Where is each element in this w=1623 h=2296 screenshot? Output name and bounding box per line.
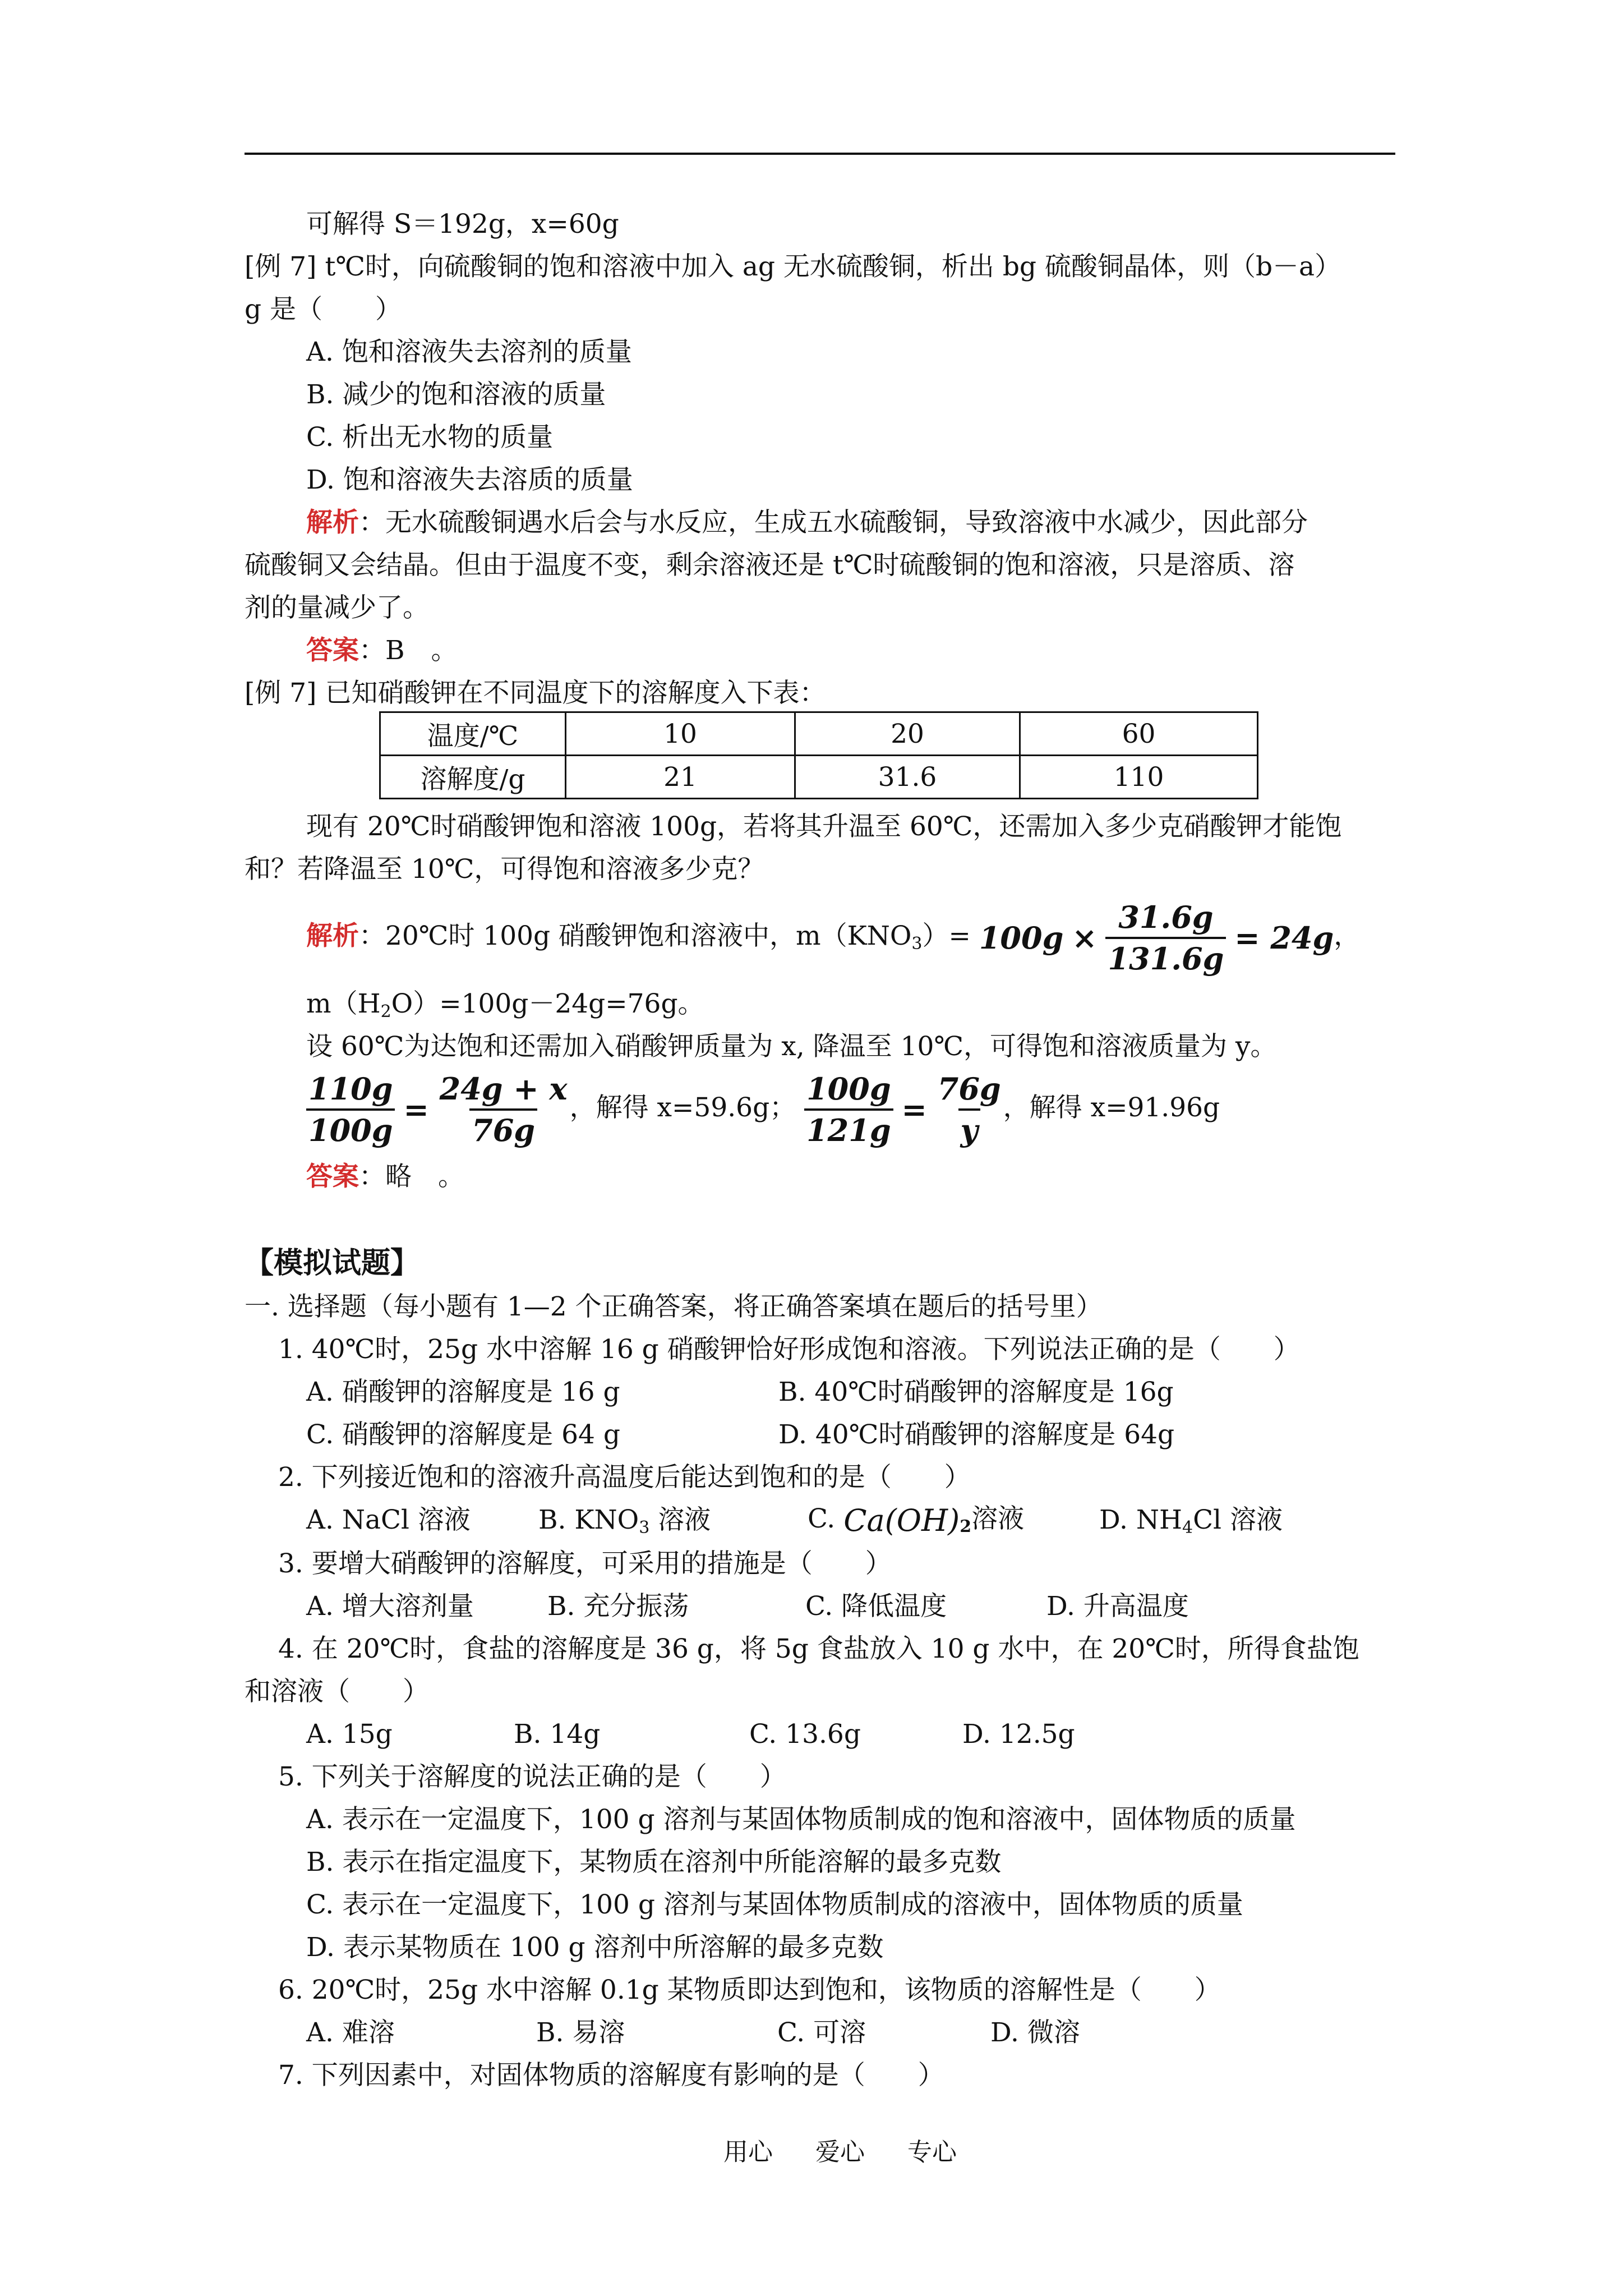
table-cell: 温度/℃: [380, 712, 566, 756]
table-cell: 10: [566, 712, 795, 756]
solution-2: ，解得 x=91.96g: [1003, 1092, 1220, 1123]
q2-option-c-label: C.: [808, 1503, 836, 1534]
mh2o-text: m（H: [306, 988, 381, 1019]
fraction-numerator: 110g: [308, 1071, 393, 1107]
q6-option-d: D. 微溶: [990, 2017, 1080, 2048]
table-cell: 20: [795, 712, 1020, 756]
table-cell: 31.6: [795, 756, 1020, 799]
fraction-4: [935, 1069, 1003, 1150]
table-cell: 21: [566, 756, 795, 799]
q6-option-b: B. 易溶: [536, 2017, 625, 2048]
table-cell: 110: [1020, 756, 1258, 799]
solution-1: ，解得 x=59.6g；: [569, 1092, 796, 1123]
q2-option-c: [808, 1497, 1024, 1543]
q4-stem-line1: 4. 在 20℃时，食盐的溶解度是 36 g，将 5g 食盐放入 10 g 水中，在 20℃时，所得食盐饱: [278, 1634, 1359, 1664]
ex7b-answer: [306, 1159, 464, 1195]
q2-stem: 2. 下列接近饱和的溶液升高温度后能达到饱和的是（ ）: [278, 1462, 971, 1493]
q1-option-a: A. 硝酸钾的溶解度是 16 g: [306, 1377, 620, 1407]
subscript: 3: [639, 1518, 650, 1538]
q4-option-d: D. 12.5g: [962, 1719, 1075, 1750]
ex7b-question-line2: 和？若降温至 10℃，可得饱和溶液多少克？: [245, 854, 764, 885]
mh2o-line: [306, 986, 704, 1022]
q2-option-d: [1099, 1502, 1283, 1538]
eq1-right: = 24g: [1234, 920, 1334, 956]
section-intro: 一. 选择题（每小题有 1—2 个正确答案，将正确答案填在题后的括号里）: [245, 1291, 1103, 1322]
q3-option-d: D. 升高温度: [1046, 1591, 1189, 1622]
ex7a-analysis-line2: 硫酸铜又会结晶。但由于温度不变，剩余溶液还是 t℃时硫酸铜的饱和溶液，只是溶质、溶: [245, 550, 1295, 581]
q7-stem: 7. 下列因素中，对固体物质的溶解度有影响的是（ ）: [278, 2060, 944, 2091]
ex7b-analysis-line: [306, 894, 1360, 980]
subscript: 4: [1182, 1518, 1193, 1538]
fraction-2: [437, 1069, 570, 1150]
footer-word: 爱心: [815, 2138, 865, 2166]
ex7a-option-a: A. 饱和溶液失去溶剂的质量: [306, 337, 632, 367]
solubility-table: [379, 711, 1258, 799]
subscript: 3: [911, 934, 923, 954]
analysis-text: ：20℃时 100g 硝酸钾饱和溶液中，m（KNO: [359, 921, 912, 951]
section-title: 【模拟试题】: [245, 1246, 420, 1280]
fraction-denominator: 100g: [306, 1108, 395, 1150]
ex7a-option-d: D. 饱和溶液失去溶质的质量: [306, 464, 633, 495]
eq1-fraction: [1105, 898, 1226, 978]
q5-option-d: D. 表示某物质在 100 g 溶剂中所溶解的最多克数: [306, 1932, 884, 1963]
equation-line: $\frac{110g}{100g}$ = $\frac{24g + x}{76g}$ ，解得 x=59.6g； $\frac{100g}{121g}$ = $\frac{76g}{y}$ ，解得 x=91.96g: [306, 1066, 1220, 1152]
analysis-text: ：无水硫酸铜遇水后会与水反应，生成五水硫酸铜，导致溶液中水减少，因此部分: [359, 507, 1308, 538]
eq1-denominator: 131.6g: [1105, 937, 1226, 978]
q6-option-c: C. 可溶: [777, 2017, 866, 2048]
q1-option-d: D. 40℃时硝酸钾的溶解度是 64g: [778, 1419, 1175, 1450]
q4-option-c: C. 13.6g: [749, 1719, 861, 1750]
q1-stem: 1. 40℃时，25g 水中溶解 16 g 硝酸钾恰好形成饱和溶液。下列说法正确的是（ ）: [278, 1334, 1300, 1365]
q2-option-b-tail: 溶液: [649, 1504, 711, 1535]
ex7b-question-line1: 现有 20℃时硝酸钾饱和溶液 100g，若将其升温至 60℃，还需加入多少克硝酸钾才能饱: [306, 811, 1342, 842]
header-rule: [245, 153, 1395, 155]
footer-word: 用心: [723, 2138, 773, 2166]
result-line: 可解得 S＝192g，x=60g: [306, 209, 619, 240]
subscript: 2: [380, 1002, 391, 1022]
table-row: [380, 712, 1258, 756]
q4-stem-line2: 和溶液（ ）: [245, 1676, 429, 1707]
analysis-text-tail: ）=: [922, 921, 971, 951]
ex7a-analysis-line1: [306, 505, 1308, 541]
fraction-denominator: 121g: [804, 1108, 893, 1150]
table-cell: 溶解度/g: [380, 756, 566, 799]
answer-text: ：B 。: [359, 635, 458, 666]
fraction-1: [306, 1069, 395, 1150]
q2-option-c-formula: Ca(OH): [843, 1503, 960, 1538]
table-cell: 60: [1020, 712, 1258, 756]
analysis-label: 解析: [306, 507, 359, 538]
set-variable-line: 设 60℃为达饱和还需加入硝酸钾质量为 x, 降温至 10℃，可得饱和溶液质量为 y。: [306, 1031, 1277, 1062]
q6-stem: 6. 20℃时，25g 水中溶解 0.1g 某物质即达到饱和，该物质的溶解性是（ ）: [278, 1975, 1221, 2005]
q5-option-a: A. 表示在一定温度下，100 g 溶剂与某固体物质制成的饱和溶液中，固体物质的质量: [306, 1804, 1296, 1835]
ex7a-question-line2: g 是（ ）: [245, 294, 402, 325]
fraction-numerator: 100g: [806, 1071, 891, 1107]
q4-option-a: A. 15g: [306, 1719, 393, 1750]
table-row: [380, 756, 1258, 799]
q3-option-c: C. 降低温度: [805, 1591, 947, 1622]
q5-stem: 5. 下列关于溶解度的说法正确的是（ ）: [278, 1761, 786, 1792]
mh2o-text-tail: O）=100g－24g=76g。: [391, 988, 704, 1019]
ex7a-question-line1: [例 7] t℃时，向硫酸铜的饱和溶液中加入 ag 无水硫酸铜，析出 bg 硫酸铜晶体，则（b－a）: [245, 251, 1341, 282]
q2-option-b: [538, 1502, 711, 1538]
fraction-denominator: y: [958, 1108, 980, 1150]
eq1-times: ×: [1072, 920, 1098, 956]
page-footer: [702, 2132, 978, 2168]
eq1-comma: ，: [1334, 921, 1361, 951]
fraction-numerator: 76g: [937, 1071, 1001, 1107]
q6-option-a: A. 难溶: [306, 2017, 395, 2048]
q3-option-b: B. 充分振荡: [547, 1591, 689, 1622]
ex7a-analysis-line3: 剂的量减少了。: [245, 592, 429, 623]
fraction-numerator: 24g + x: [439, 1071, 568, 1107]
q2-option-d-text: D. NH: [1099, 1504, 1182, 1535]
fraction-denominator: 76g: [469, 1108, 537, 1150]
q2-option-b-text: B. KNO: [538, 1504, 639, 1535]
ex7a-option-c: C. 析出无水物的质量: [306, 422, 554, 453]
eq1-left: 100g: [979, 920, 1064, 956]
q5-option-b: B. 表示在指定温度下，某物质在溶剂中所能溶解的最多克数: [306, 1847, 1002, 1878]
answer-label: 答案: [306, 1161, 359, 1192]
answer-label: 答案: [306, 635, 359, 666]
q4-option-b: B. 14g: [514, 1719, 601, 1750]
q3-stem: 3. 要增大硝酸钾的溶解度，可采用的措施是（ ）: [278, 1548, 892, 1579]
eq1-numerator: 31.6g: [1118, 899, 1214, 935]
ex7a-answer: [306, 633, 458, 669]
analysis-label: 解析: [306, 921, 359, 951]
q5-option-c: C. 表示在一定温度下，100 g 溶剂与某固体物质制成的溶液中，固体物质的质量: [306, 1889, 1243, 1920]
q2-option-c-tail: 溶液: [971, 1503, 1025, 1534]
q3-option-a: A. 增大溶剂量: [306, 1591, 474, 1622]
q2-option-a: A. NaCl 溶液: [306, 1504, 471, 1535]
q1-option-c: C. 硝酸钾的溶解度是 64 g: [306, 1419, 620, 1450]
ex7b-intro: [例 7] 已知硝酸钾在不同温度下的溶解度入下表：: [245, 678, 826, 708]
q1-option-b: B. 40℃时硝酸钾的溶解度是 16g: [778, 1377, 1174, 1407]
footer-word: 专心: [907, 2138, 957, 2166]
subscript: 2: [960, 1517, 972, 1536]
answer-text: ：略 。: [359, 1161, 464, 1192]
ex7a-option-b: B. 减少的饱和溶液的质量: [306, 379, 606, 410]
fraction-3: [804, 1069, 893, 1150]
q2-option-d-tail: Cl 溶液: [1193, 1504, 1283, 1535]
